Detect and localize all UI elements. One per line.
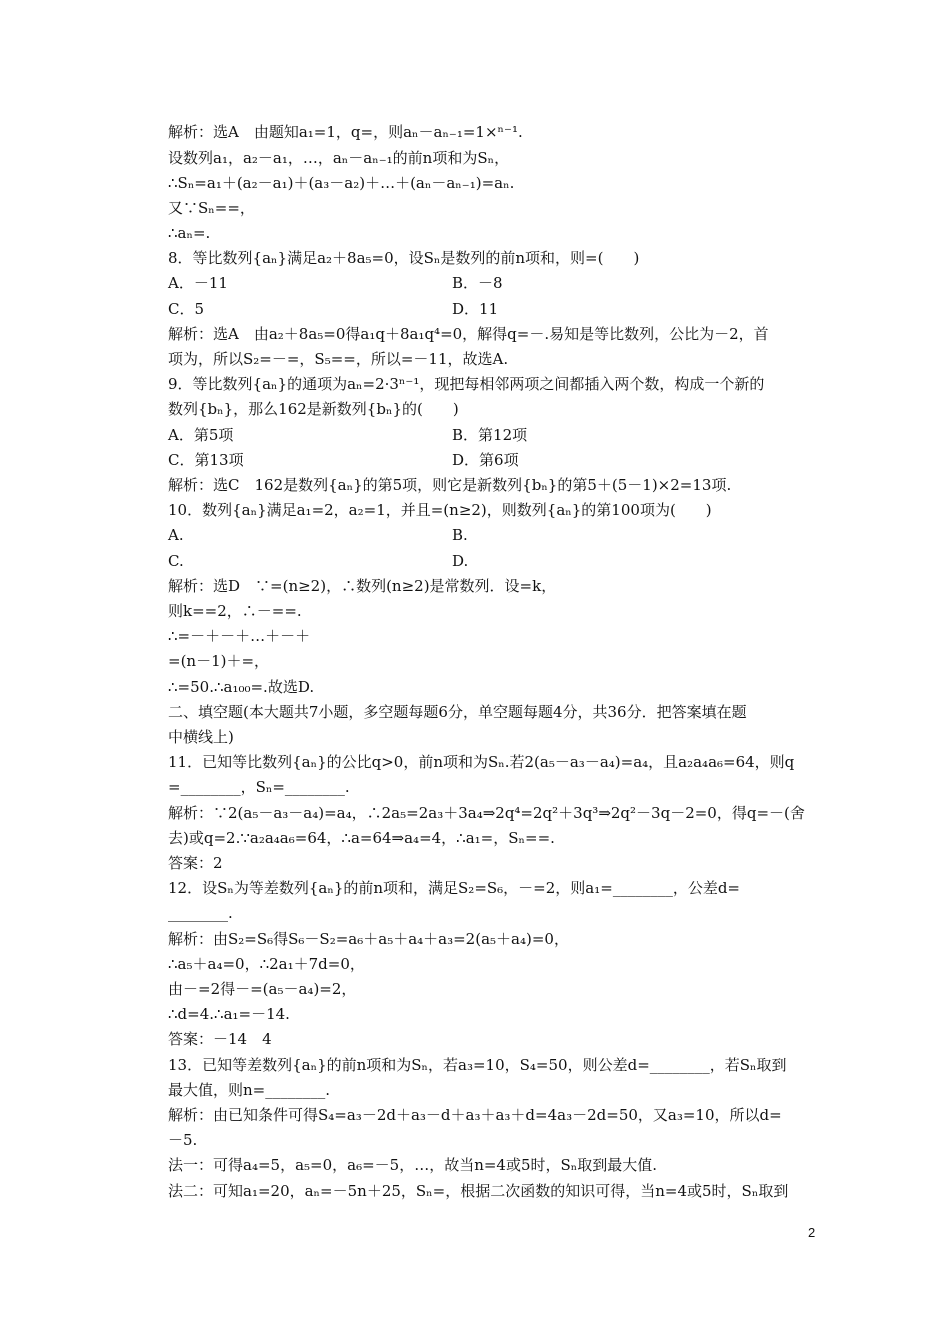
solution-8-line-2: 项为，所以S₂=－=，S₅==，所以=－11，故选A. <box>168 350 509 368</box>
section-heading-line-1: 二、填空题(本大题共7小题，多空题每题6分，单空题每题4分，共36分．把答案填在题 <box>168 703 747 721</box>
solution-7-line-3: ∴Sₙ=a₁＋(a₂－a₁)＋(a₃－a₂)＋…＋(aₙ－aₙ₋₁)=aₙ. <box>168 174 515 192</box>
question-12-stem-1: 12．设Sₙ为等差数列{aₙ}的前n项和，满足S₂=S₆，－=2，则a₁=________，公差d= <box>168 879 740 897</box>
question-11-stem-1: 11．已知等比数列{aₙ}的公比q>0，前n项和为Sₙ.若2(a₅－a₃－a₄)=a₄，且a₂a₄a₆=64，则q <box>168 753 795 771</box>
solution-12-line-4: ∴d=4.∴a₁=－14. <box>168 1005 290 1023</box>
question-13-stem-1: 13．已知等差数列{aₙ}的前n项和为Sₙ，若a₃=10，S₄=50，则公差d=________，若Sₙ取到 <box>168 1056 787 1074</box>
solution-13-method-2: 法二：可知a₁=20，aₙ=－5n＋25，Sₙ=，根据二次函数的知识可得，当n=4或5时，Sₙ取到 <box>168 1182 789 1200</box>
solution-11-line-1: 解析：∵2(a₅－a₃－a₄)=a₄，∴2a₅=2a₃＋3a₄⇒2q⁴=2q²＋3q³⇒2q²－3q－2=0，得q=－(舍 <box>168 804 805 822</box>
question-13-stem-2: 最大值，则n=________. <box>168 1081 330 1099</box>
solution-10-line-5: ∴=50.∴a₁₀₀=.故选D. <box>168 678 315 696</box>
solution-7-line-5: ∴aₙ=. <box>168 224 211 242</box>
question-8-stem: 8．等比数列{aₙ}满足a₂＋8a₅=0，设Sₙ是数列的前n项和，则=( ) <box>168 249 640 267</box>
solution-12-line-1: 解析：由S₂=S₆得S₆－S₂=a₆＋a₅＋a₄＋a₃=2(a₅＋a₄)=0， <box>168 930 569 948</box>
solution-7-line-2: 设数列a₁，a₂－a₁，…，aₙ－aₙ₋₁的前n项和为Sₙ， <box>168 149 510 167</box>
solution-11-line-2: 去)或q=2.∵a₂a₄a₆=64，∴a=64⇒a₄=4，∴a₁=，Sₙ==. <box>168 829 555 847</box>
question-11-stem-2: =________，Sₙ=________. <box>168 778 350 796</box>
solution-10-line-3: ∴=－＋－＋…＋－＋ <box>168 627 311 645</box>
solution-13-line-2: －5. <box>168 1131 198 1149</box>
question-9-option-b: B．第12项 <box>452 426 528 444</box>
question-10-option-a: A. <box>168 526 184 544</box>
question-10-stem: 10．数列{aₙ}满足a₁=2，a₂=1，并且=(n≥2)，则数列{aₙ}的第100项为( ) <box>168 501 712 519</box>
question-12-stem-2: ________. <box>168 904 233 922</box>
question-8-option-b: B．－8 <box>452 274 503 292</box>
solution-9: 解析：选C 162是数列{aₙ}的第5项，则它是新数列{bₙ}的第5＋(5－1)×2=13项. <box>168 476 732 494</box>
solution-10-line-1: 解析：选D ∵=(n≥2)，∴数列(n≥2)是常数列．设=k， <box>168 577 557 595</box>
question-10-option-d: D. <box>452 552 469 570</box>
question-8-option-c: C．5 <box>168 300 205 318</box>
solution-8-line-1: 解析：选A 由a₂＋8a₅=0得a₁q＋8a₁q⁴=0，解得q=－.易知是等比数列，公比为－2，首 <box>168 325 769 343</box>
solution-13-method-1: 法一：可得a₄=5，a₅=0，a₆=－5，…，故当n=4或5时，Sₙ取到最大值. <box>168 1156 658 1174</box>
solution-7-line-1: 解析：选A 由题知a₁=1，q=，则aₙ－aₙ₋₁=1×ⁿ⁻¹. <box>168 123 523 141</box>
solution-13-line-1: 解析：由已知条件可得S₄=a₃－2d＋a₃－d＋a₃＋a₃＋d=4a₃－2d=50，又a₃=10，所以d= <box>168 1106 782 1124</box>
question-9-stem-2: 数列{bₙ}，那么162是新数列{bₙ}的( ) <box>168 400 459 418</box>
page-number: 2 <box>808 1225 816 1240</box>
solution-7-line-4: 又∵Sₙ==， <box>168 199 255 217</box>
section-heading-line-2: 中横线上) <box>168 728 234 746</box>
question-9-stem-1: 9．等比数列{aₙ}的通项为aₙ=2·3ⁿ⁻¹，现把每相邻两项之间都插入两个数，构成一个新的 <box>168 375 765 393</box>
question-9-option-a: A．第5项 <box>168 426 234 444</box>
answer-11: 答案：2 <box>168 854 223 872</box>
solution-10-line-4: =(n－1)＋=， <box>168 652 270 670</box>
question-10-option-c: C. <box>168 552 184 570</box>
question-8-option-a: A．－11 <box>168 274 228 292</box>
answer-12: 答案：－14 4 <box>168 1030 272 1048</box>
question-10-option-b: B. <box>452 526 468 544</box>
solution-10-line-2: 则k==2，∴－==. <box>168 602 302 620</box>
question-9-option-d: D．第6项 <box>452 451 519 469</box>
question-8-option-d: D．11 <box>452 300 499 318</box>
question-9-option-c: C．第13项 <box>168 451 244 469</box>
solution-12-line-3: 由－=2得－=(a₅－a₄)=2， <box>168 980 357 998</box>
solution-12-line-2: ∴a₅＋a₄=0，∴2a₁＋7d=0， <box>168 955 365 973</box>
